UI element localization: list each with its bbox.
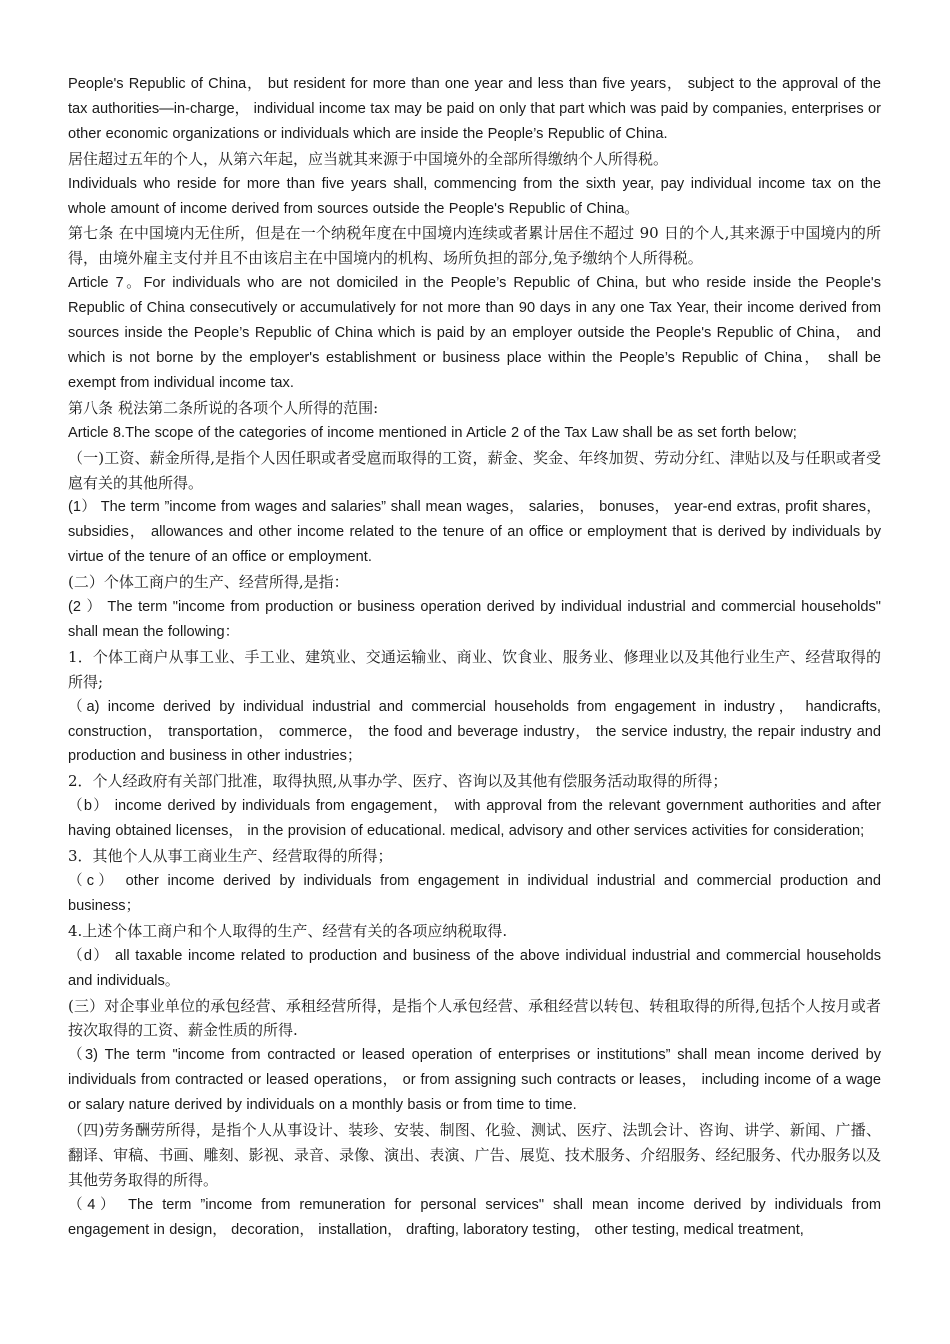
article-8-heading-en: Article 8.The scope of the categories of income mentioned in Article 2 of the Tax Law shall be as set forth below; (68, 424, 797, 441)
article-8-heading-zh: 第八条 税法第二条所说的各项个人所得的范围: (68, 398, 379, 417)
clause-1-zh: （一)工资、薪金所得,是指个人因任职或者受扈而取得的工资，薪金、奖金、年终加贺、劳动分红、津贴以及与任职或者受扈有关的其他所得。 (68, 448, 881, 492)
clause-2-en: (2 ） The term "income from production or business operation derived by individual industrial and commercial households" shall mean the following： (68, 599, 881, 640)
item-d-en: （d） all taxable income related to production and business of the above individual industrial and commercial households and individuals。 (68, 947, 881, 989)
clause-3-zh: (三）对企事业单位的承包经营、承租经营所得，是指个人承包经营、承租经营以转包、转租取得的所得,包括个人按月或者按次取得的工资、薪金性质的所得. (68, 996, 881, 1040)
item-c-en: （c） other income derived by individuals from engagement in individual industrial and commercial production and business； (68, 873, 881, 914)
document-page (68, 72, 881, 1243)
item-4-zh: 4.上述个体工商户和个人取得的生产、经营有关的各项应纳税取得. (68, 921, 508, 940)
paragraph-zh: 居住超过五年的个人，从第六年起，应当就其来源于中国境外的全部所得缴纳个人所得税。 (68, 149, 669, 168)
item-3-zh: 3．其他个人从事工商业生产、经营取得的所得； (68, 847, 393, 866)
article-7-en: Article 7。For individuals who are not domiciled in the People’s Republic of China, but who reside inside the People's Republic of China consecutively or accumulatively for not more than 90 days in any one Tax Year, their income derived from sources inside the People’s Republic of China which is paid by an employer outside the People's Republic of China， and which is not borne by the employer's establishment or business place within the People’s Republic of China， shall be exempt from individual income tax. (68, 275, 881, 391)
paragraph-en: People's Republic of China， but resident for more than one year and less than five years， subject to the approval of the tax authorities—in-charge， individual income tax may be paid on only that part which was paid by companies, enterprises or other economic organizations or individuals which are inside the People’s Republic of China. (68, 76, 881, 142)
clause-3-en: （3) The term "income from contracted or leased operation of enterprises or institutions” shall mean income derived by individuals from contracted or leased operations， or from assigning such contracts or leases， including income of a wage or salary nature derived by individuals on a monthly basis or from time to time. (68, 1047, 881, 1114)
item-1-zh: 1．个体工商户从事工业、手工业、建筑业、交通运输业、商业、饮食业、服务业、修理业以及其他行业生产、经营取得的所得; (68, 647, 881, 691)
item-b-en: （b） income derived by individuals from engagement， with approval from the relevant government authorities and after having obtained licenses， in the provision of educational. medical, advisory and other services activities for consideration; (68, 798, 881, 840)
clause-2-zh: (二）个体工商户的生产、经营所得,是指： (68, 573, 349, 592)
paragraph-en: Individuals who reside for more than five years shall, commencing from the sixth year, pay individual income tax on the whole amount of income derived from sources outside the People's Republic of China。 (68, 175, 881, 217)
item-a-en: （a) income derived by individual industrial and commercial households from engagement in industry， handicrafts, construction， transportation， commerce， the food and beverage industry， the service industry, the repair industry and production and business in other industries； (68, 698, 881, 765)
item-2-zh: 2．个人经政府有关部门批准，取得执照,从事办学、医疗、咨询以及其他有偿服务活动取得的所得； (68, 772, 728, 791)
clause-1-en: (1） The term ”income from wages and salaries” shall mean wages， salaries， bonuses， year-end extras, profit shares， subsidies， allowances and other income related to the tenure of an office or employment that is derived by individuals by virtue of the tenure of an office or employment. (68, 499, 881, 566)
article-7-zh: 第七条 在中国境内无住所，但是在一个纳税年度在中国境内连续或者累计居住不超过 90 日的个人,其来源于中国境内的所得，由境外雇主支付并且不由该启主在中国境内的机构、场所负担的部分,兔予缴纳个人所得税。 (68, 224, 881, 268)
clause-4-en: （4） The term ”income from remuneration for personal services" shall mean income derived by individuals from engagement in design， decoration， installation， drafting, laboratory testing， other testing, medical treatment, (68, 1196, 881, 1238)
clause-4-zh: （四)劳务酬劳所得，是指个人从事设计、装珍、安装、制图、化验、测试、医疗、法凯会计、咨询、讲学、新闻、广播、翻译、审稿、书画、雕刻、影视、录音、录像、演出、表演、广告、展览、技术服务、介绍服务、经纪服务、代办服务以及其他劳务取得的所得。 (68, 1121, 881, 1189)
